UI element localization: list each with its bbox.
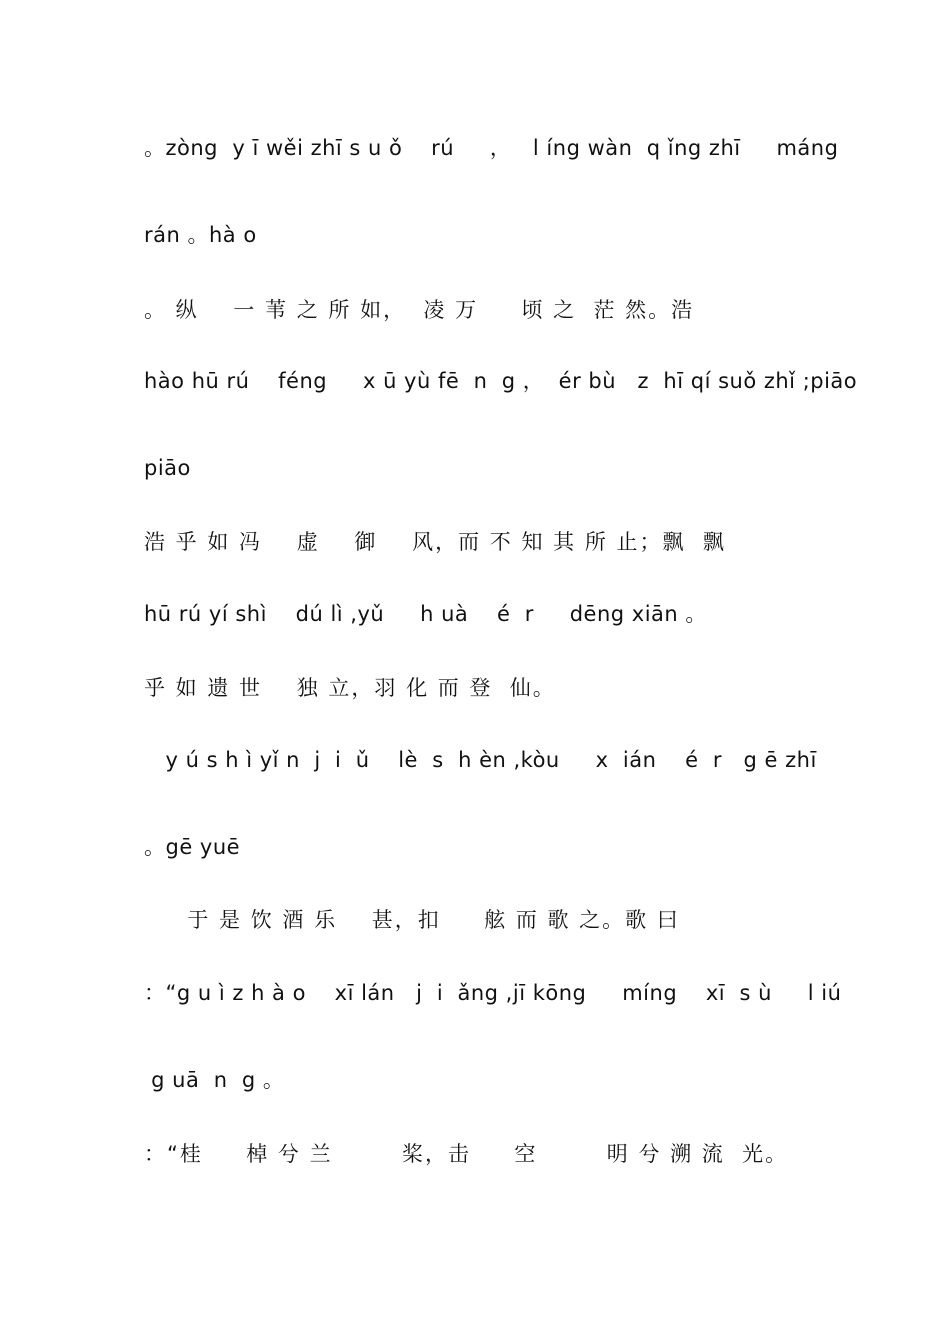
pinyin-line-3: hào hū rú féng x ū yù fē n g ， ér bù z hī qí suǒ zhǐ ;piāo <box>144 369 858 393</box>
pinyin-line-4: piāo <box>144 456 191 480</box>
hanzi-line-5: ：“桂 棹 兮 兰 桨，击 空 明 兮 溯 流 光。 <box>144 1142 789 1166</box>
pinyin-line-6: y ú s h ì yǐ n j i ǔ lè s h èn ,kòu x ián é r g ē zhī <box>144 748 817 772</box>
pinyin-line-8: ：“g u ì z h à o xī lán j i ǎng ,jī kōng míng xī s ù l iú <box>144 981 842 1005</box>
pinyin-line-7: 。gē yuē <box>144 835 241 859</box>
pinyin-line-2: rán 。hà o <box>144 223 257 247</box>
hanzi-line-3: 乎 如 遗 世 独 立，羽 化 而 登 仙。 <box>144 676 556 700</box>
pinyin-line-5: hū rú yí shì dú lì ,yǔ h uà é r dēng xiān 。 <box>144 602 707 626</box>
pinyin-line-1: 。zòng y ī wěi zhī s u ǒ rú ， l íng wàn q ǐng zhī máng <box>144 136 839 160</box>
hanzi-line-2: 浩 乎 如 冯 虚 御 风，而 不 知 其 所 止；飘 飘 <box>144 530 726 554</box>
hanzi-line-4: 于 是 饮 酒 乐 甚，扣 舷 而 歌 之。歌 曰 <box>144 908 680 932</box>
hanzi-line-1: 。 纵 一 苇 之 所 如， 凌 万 顷 之 茫 然。浩 <box>144 298 695 322</box>
pinyin-line-9: g uā n g 。 <box>144 1068 285 1092</box>
